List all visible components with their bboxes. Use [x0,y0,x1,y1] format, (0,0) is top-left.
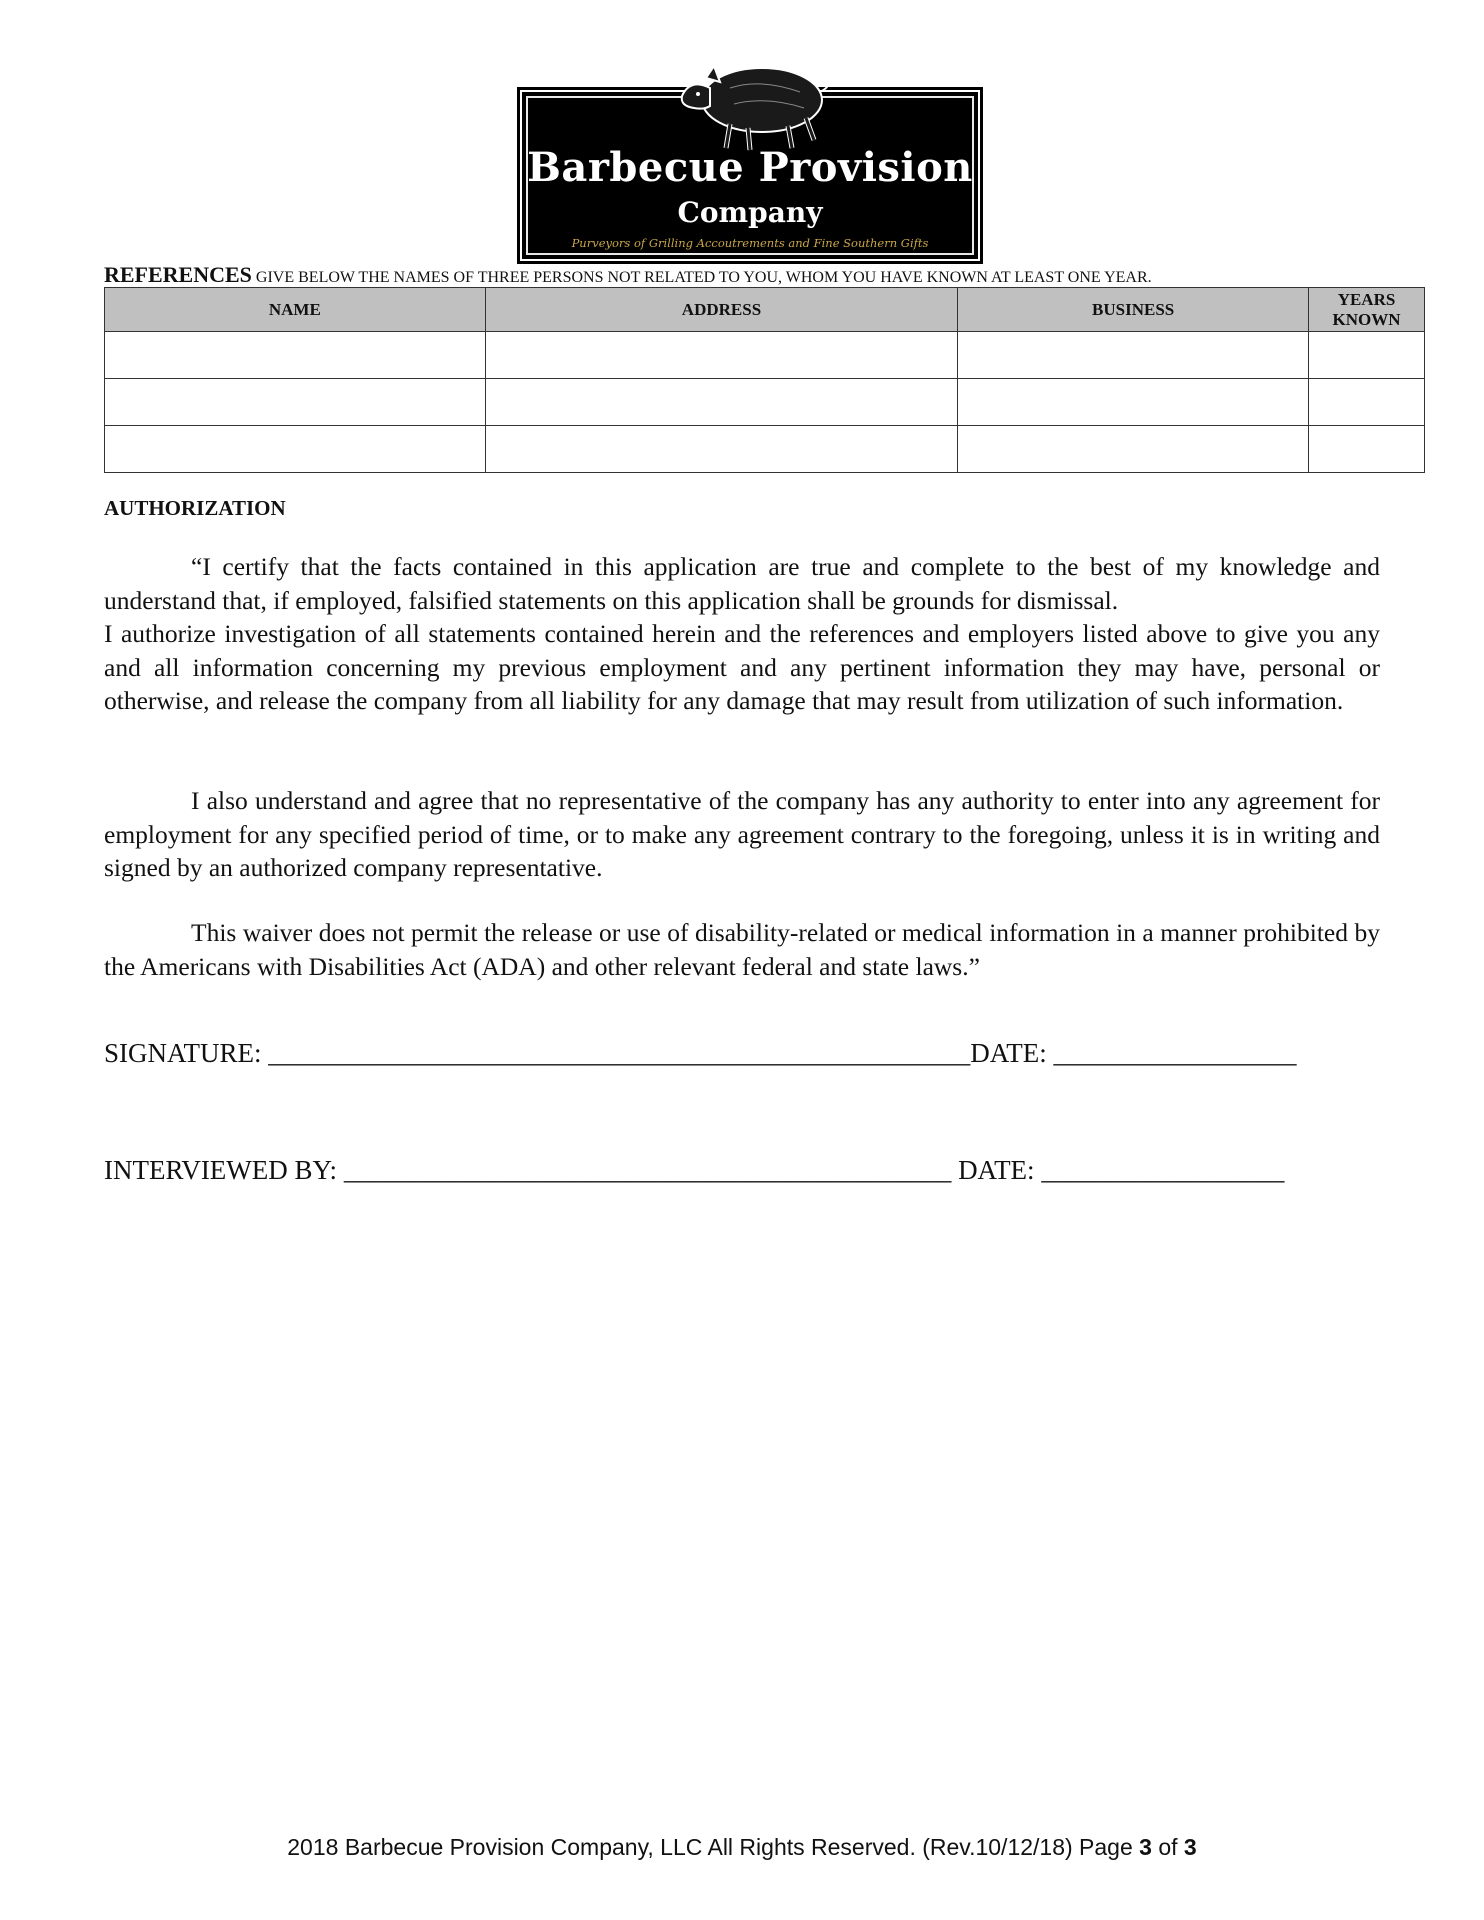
reference-business-field[interactable] [958,426,1309,473]
reference-name-field[interactable] [105,332,486,379]
logo-company-name: Barbecue Provision [527,144,973,191]
authorization-paragraph-2: I also understand and agree that no representative of the company has any authority to enter into any agreement for employment for any specified period of time, or to make any agreement contrary to the foregoing, unless it is in writing and signed by an authorized company representative. [104,786,1380,882]
authorization-paragraph-1 [104,550,1380,718]
date-label: DATE: [958,1155,1035,1185]
interviewed-by-label: INTERVIEWED BY: [104,1155,338,1185]
interviewed-row [104,1155,1284,1186]
column-header-business: BUSINESS [958,288,1309,332]
reference-address-field[interactable] [485,332,958,379]
references-instruction: GIVE BELOW THE NAMES OF THREE PERSONS NOT RELATED TO YOU, WHOM YOU HAVE KNOWN AT LEAST ONE YEAR. [255,269,1152,286]
footer-page-number: 3 [1139,1834,1152,1860]
reference-business-field[interactable] [958,379,1309,426]
logo-tagline: Purveyors of Grilling Accoutrements and Fine Southern Gifts [571,236,929,250]
reference-address-field[interactable] [485,379,958,426]
reference-name-field[interactable] [105,426,486,473]
authorization-paragraph-3: This waiver does not permit the release or use of disability-related or medical information in a manner prohibited by the Americans with Disabilities Act (ADA) and other relevant federal and state laws.” [104,918,1380,981]
column-header-years-known: YEARS KNOWN [1309,288,1425,332]
signature-field[interactable]: ____________________________________________________ [268,1038,971,1068]
date-field[interactable]: __________________ [1053,1038,1297,1068]
date-label: DATE: [970,1038,1047,1068]
references-heading [104,262,1424,288]
reference-years-field[interactable] [1309,426,1425,473]
page-footer [0,1834,1484,1861]
footer-of: of [1151,1834,1184,1860]
reference-name-field[interactable] [105,379,486,426]
company-logo [517,87,983,264]
table-row [105,332,1425,379]
certify-text: “I certify that the facts contained in this application are true and complete to the best of my knowledge and understand that, if employed, falsified statements on this application shall be grounds for dismissal. [104,552,1380,615]
logo-company-sub: Company [677,196,823,229]
footer-page-total: 3 [1183,1834,1197,1860]
reference-address-field[interactable] [485,426,958,473]
footer-text: 2018 Barbecue Provision Company, LLC All Rights Reserved. (Rev.10/12/18) Page [287,1834,1140,1860]
column-header-name: NAME [105,288,486,332]
authorization-heading: AUTHORIZATION [104,496,286,520]
signature-row [104,1038,1297,1069]
pig-icon [670,48,840,158]
table-row [105,426,1425,473]
table-row [105,379,1425,426]
column-header-address: ADDRESS [485,288,958,332]
date-field[interactable]: __________________ [1041,1155,1285,1185]
reference-business-field[interactable] [958,332,1309,379]
interviewed-by-field[interactable]: _____________________________________________ [343,1155,952,1185]
table-header-row [105,288,1425,332]
reference-years-field[interactable] [1309,332,1425,379]
authorize-text: I authorize investigation of all statements contained herein and the references and employers listed above to give you any and all information concerning my previous employment and any pertinent information they may have, personal or otherwise, and release the company from all liability for any damage that may result from utilization of such information. [104,619,1380,715]
signature-label: SIGNATURE: [104,1038,262,1068]
references-table [104,287,1425,473]
references-title: REFERENCES [104,262,252,287]
reference-years-field[interactable] [1309,379,1425,426]
